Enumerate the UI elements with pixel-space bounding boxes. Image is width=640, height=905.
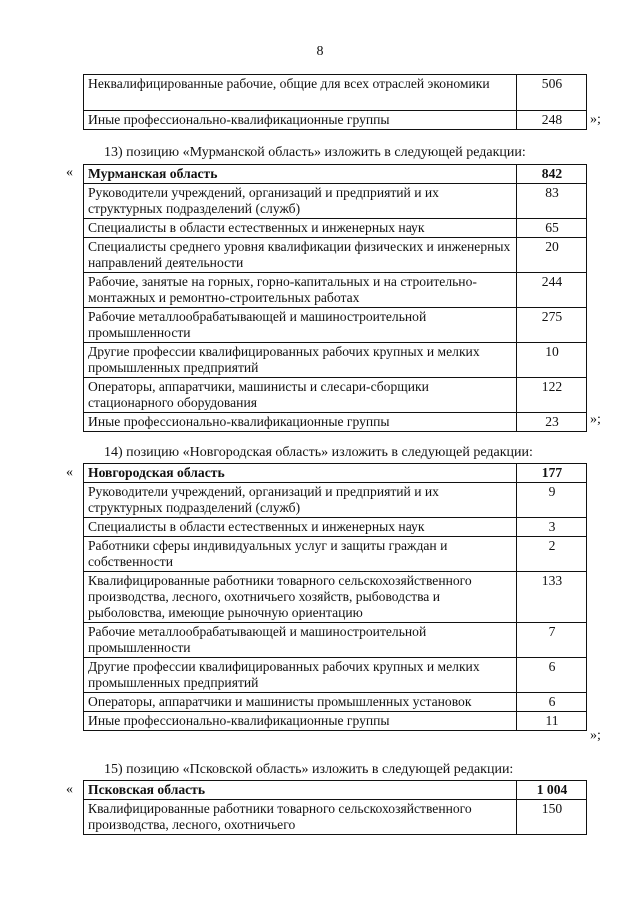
region-name: Псковская область xyxy=(84,781,517,800)
row-value: 6 xyxy=(517,658,587,693)
row-value: 20 xyxy=(517,238,587,273)
row-label: Другие профессии квалифицированных рабочих крупных и мелких промышленных предприятий xyxy=(84,343,517,378)
table-row xyxy=(84,537,587,572)
row-label: Специалисты среднего уровня квалификации физических и инженерных направлений деятельности xyxy=(84,238,517,273)
section-13-intro: 13) позицию «Мурманской область» изложить в следующей редакции: xyxy=(104,145,526,160)
row-value: 65 xyxy=(517,219,587,238)
table-row xyxy=(84,518,587,537)
row-label: Операторы, аппаратчики, машинисты и слесари-сборщики стационарного оборудования xyxy=(84,378,517,413)
page-number: 8 xyxy=(316,44,324,59)
row-label: Рабочие металлообрабатывающей и машиностроительной промышленности xyxy=(84,623,517,658)
region-name: Мурманская область xyxy=(84,165,517,184)
row-value: 83 xyxy=(517,184,587,219)
table-row xyxy=(84,800,587,835)
table-pskov xyxy=(83,780,587,835)
row-label: Квалифицированные работники товарного сельскохозяйственного производства, лесного, охотничьего xyxy=(84,800,517,835)
row-value: 506 xyxy=(517,75,587,111)
row-label: Иные профессионально-квалификационные группы xyxy=(84,111,517,130)
table-header-row xyxy=(84,165,587,184)
row-value: 248 xyxy=(517,111,587,130)
closing-quote: »; xyxy=(590,728,601,743)
row-label: Квалифицированные работники товарного сельскохозяйственного производства, лесного, охотничьего хозяйств, рыбоводства и рыболовства, имеющие рыночную ориентацию xyxy=(84,572,517,623)
row-label: Руководители учреждений, организаций и предприятий и их структурных подразделений (служб) xyxy=(84,483,517,518)
region-total: 177 xyxy=(517,464,587,483)
row-value: 11 xyxy=(517,712,587,731)
row-value: 3 xyxy=(517,518,587,537)
opening-quote: « xyxy=(66,465,73,480)
row-label: Иные профессионально-квалификационные группы xyxy=(84,712,517,731)
row-label: Другие профессии квалифицированных рабочих крупных и мелких промышленных предприятий xyxy=(84,658,517,693)
table-row xyxy=(84,378,587,413)
table-row xyxy=(84,658,587,693)
table-row xyxy=(84,572,587,623)
table-row xyxy=(84,693,587,712)
table-row xyxy=(84,111,587,130)
row-value: 6 xyxy=(517,693,587,712)
table-header-row xyxy=(84,781,587,800)
closing-quote: »; xyxy=(590,412,601,427)
table-row xyxy=(84,712,587,731)
table-row xyxy=(84,75,587,111)
table-row xyxy=(84,343,587,378)
row-label: Иные профессионально-квалификационные группы xyxy=(84,413,517,432)
row-label: Неквалифицированные рабочие, общие для всех отраслей экономики xyxy=(84,75,517,111)
row-value: 10 xyxy=(517,343,587,378)
table-header-row xyxy=(84,464,587,483)
row-value: 133 xyxy=(517,572,587,623)
row-label: Специалисты в области естественных и инженерных наук xyxy=(84,518,517,537)
region-total: 1 004 xyxy=(517,781,587,800)
row-label: Специалисты в области естественных и инженерных наук xyxy=(84,219,517,238)
row-value: 7 xyxy=(517,623,587,658)
row-label: Операторы, аппаратчики и машинисты промышленных установок xyxy=(84,693,517,712)
table-row xyxy=(84,413,587,432)
closing-quote: »; xyxy=(590,112,601,127)
row-label: Руководители учреждений, организаций и предприятий и их структурных подразделений (служб) xyxy=(84,184,517,219)
table-row xyxy=(84,273,587,308)
opening-quote: « xyxy=(66,165,73,180)
row-value: 275 xyxy=(517,308,587,343)
table-row xyxy=(84,219,587,238)
row-value: 9 xyxy=(517,483,587,518)
row-label: Рабочие металлообрабатывающей и машиностроительной промышленности xyxy=(84,308,517,343)
table-continuation xyxy=(83,74,587,130)
table-row xyxy=(84,308,587,343)
row-value: 244 xyxy=(517,273,587,308)
table-row xyxy=(84,238,587,273)
section-14-intro: 14) позицию «Новгородская область» изложить в следующей редакции: xyxy=(104,445,533,460)
section-15-intro: 15) позицию «Псковской область» изложить в следующей редакции: xyxy=(104,762,514,777)
row-label: Работники сферы индивидуальных услуг и защиты граждан и собственности xyxy=(84,537,517,572)
row-value: 23 xyxy=(517,413,587,432)
table-novgorod xyxy=(83,463,587,731)
table-murmansk xyxy=(83,164,587,432)
table-row xyxy=(84,184,587,219)
region-total: 842 xyxy=(517,165,587,184)
region-name: Новгородская область xyxy=(84,464,517,483)
row-value: 150 xyxy=(517,800,587,835)
row-value: 2 xyxy=(517,537,587,572)
table-row xyxy=(84,623,587,658)
table-row xyxy=(84,483,587,518)
row-value: 122 xyxy=(517,378,587,413)
opening-quote: « xyxy=(66,782,73,797)
row-label: Рабочие, занятые на горных, горно-капитальных и на строительно-монтажных и ремонтно-строительных работах xyxy=(84,273,517,308)
